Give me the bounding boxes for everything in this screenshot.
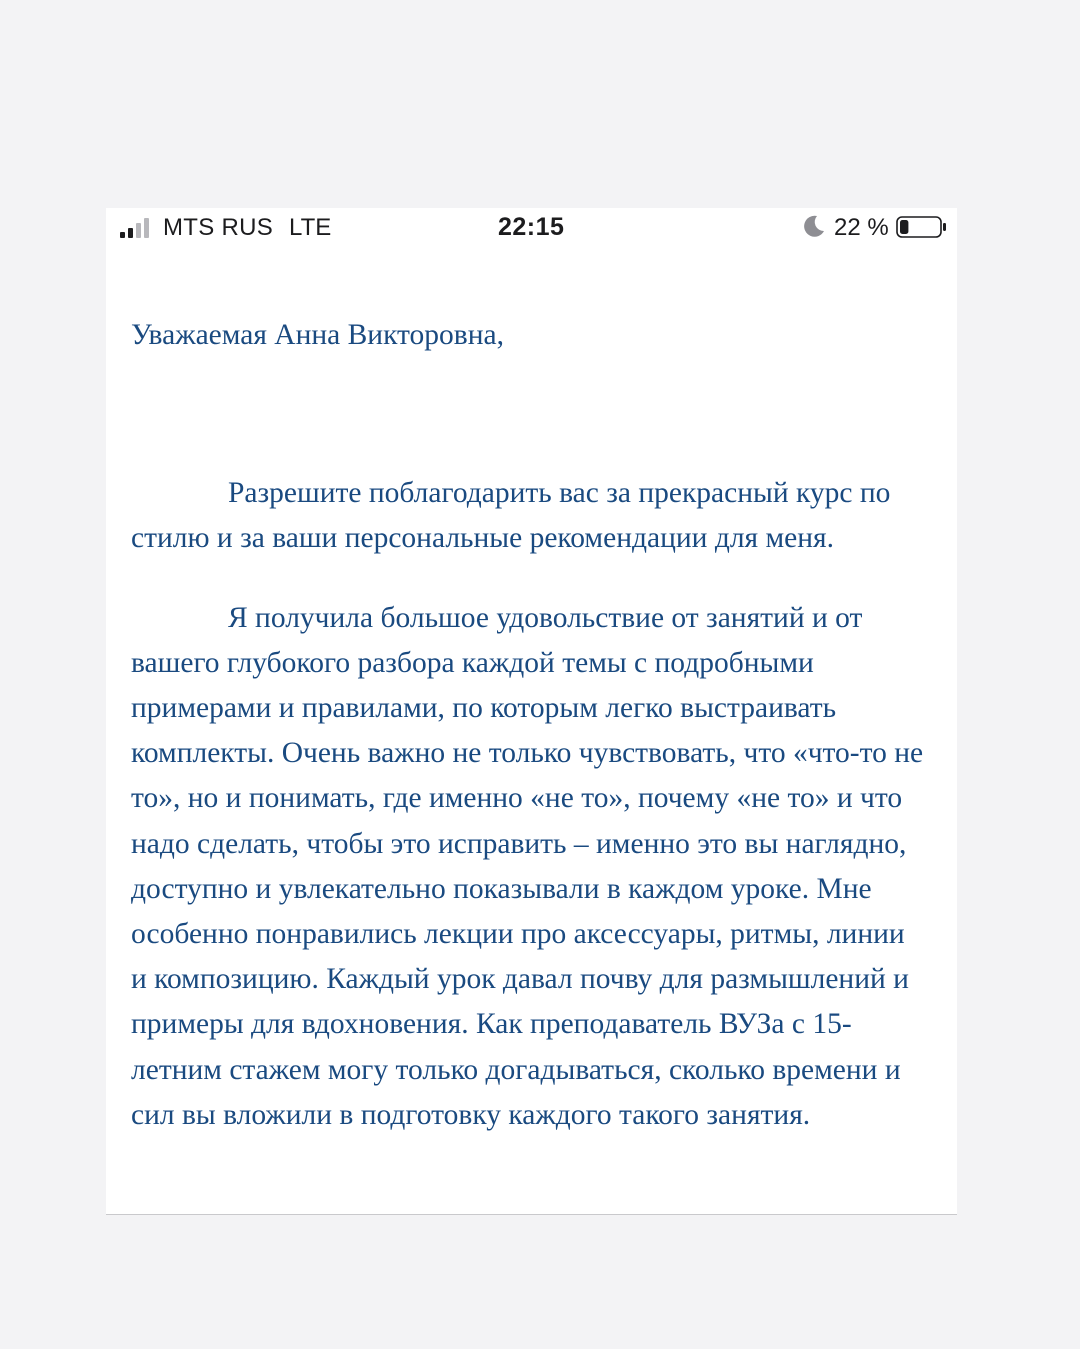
signal-bar (120, 232, 125, 238)
letter-paragraph: Я получила большое удовольствие от занятий и от вашего глубокого разбора каждой темы с подробными примерами и правилами, по которым легко выстраивать комплекты. Очень важно не только чувствовать, что «что-то не то», но и понимать, где именно «не то», почему «не то» и что надо сделать, чтобы это исправить – именно это вы наглядно, доступно и увлекательно показывали в каждом уроке. Мне особенно понравились лекции про аксессуары, ритмы, линии и композицию. Каждый урок давал почву для размышлений и примеры для вдохновения. Как преподаватель ВУЗа с 15-летним стажем могу только догадываться, сколько времени и сил вы вложили в подготовку каждого такого занятия. (131, 601, 924, 1131)
signal-bar (144, 218, 149, 238)
letter-paragraph: Разрешите поблагодарить вас за прекрасный курс по стилю и за ваши персональные рекомендации для меня. (131, 477, 891, 555)
battery-icon (896, 214, 948, 240)
signal-bar (128, 228, 133, 238)
signal-icon (120, 216, 156, 238)
letter-salutation: Уважаемая Анна Викторовна, (131, 319, 504, 351)
battery-fill (900, 220, 908, 234)
status-bar (106, 208, 957, 248)
carrier-name: MTS RUS (163, 214, 274, 241)
phone-screenshot (106, 208, 957, 1215)
battery-percentage: 22 % (834, 214, 889, 241)
signal-bar (136, 223, 141, 238)
letter-body (131, 313, 931, 1138)
network-type: LTE (289, 214, 332, 241)
status-time: 22:15 (498, 213, 565, 241)
moon-icon (800, 212, 828, 240)
